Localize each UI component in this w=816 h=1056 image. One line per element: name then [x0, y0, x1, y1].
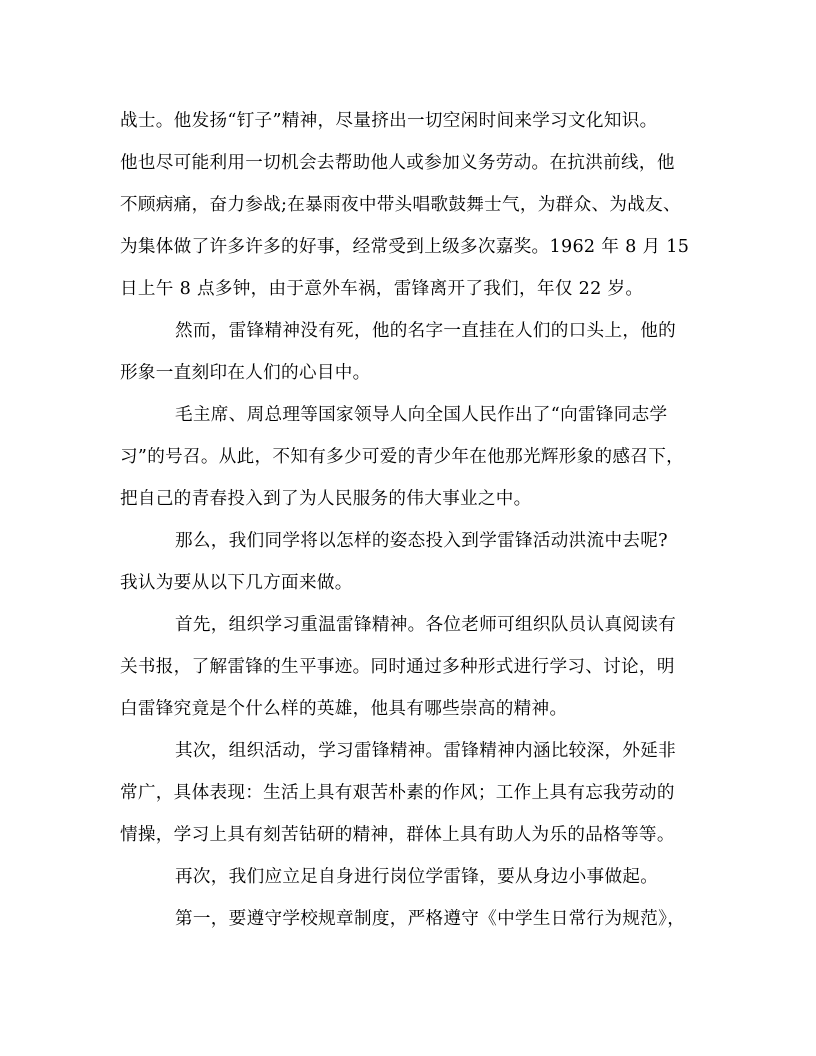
paragraph-6-line-3: 情操，学习上具有刻苦钻研的精神，群体上具有助人为乐的品格等等。 [120, 825, 675, 845]
paragraph-4-line-1: 那么，我们同学将以怎样的姿态投入到学雷锋活动洪流中去呢? [175, 531, 668, 551]
paragraph-2-line-2: 形象一直刻印在人们的心目中。 [120, 363, 371, 383]
paragraph-5-line-3: 白雷锋究竟是个什么样的英雄，他具有哪些崇高的精神。 [120, 699, 568, 719]
paragraph-6-line-2: 常广，具体表现：生活上具有艰苦朴素的作风；工作上具有忘我劳动的 [120, 783, 675, 803]
paragraph-7-line-1: 再次，我们应立足自身进行岗位学雷锋，要从身边小事做起。 [175, 867, 659, 887]
paragraph-3-line-1: 毛主席、周总理等国家领导人向全国人民作出了“向雷锋同志学 [175, 405, 668, 425]
paragraph-1-line-5: 日上午 8 点多钟，由于意外车祸，雷锋离开了我们，年仅 22 岁。 [120, 279, 644, 299]
paragraph-1-line-1: 战士。他发扬“钉子”精神，尽量挤出一切空闲时间来学习文化知识。 [120, 111, 658, 131]
paragraph-8-line-1: 第一，要遵守学校规章制度，严格遵守《中学生日常行为规范》， [175, 909, 686, 929]
paragraph-2-line-1: 然而，雷锋精神没有死，他的名字一直挂在人们的口头上，他的 [175, 321, 677, 341]
paragraph-1-line-4: 为集体做了许多许多的好事，经常受到上级多次嘉奖。1962 年 8 月 15 [120, 237, 690, 257]
paragraph-5-line-1: 首先，组织学习重温雷锋精神。各位老师可组织队员认真阅读有 [175, 615, 677, 635]
paragraph-1-line-3: 不顾病痛，奋力参战;在暴雨夜中带头唱歌鼓舞士气，为群众、为战友、 [120, 195, 681, 215]
paragraph-6-line-1: 其次，组织活动，学习雷锋精神。雷锋精神内涵比较深，外延非 [175, 741, 677, 761]
paragraph-4-line-2: 我认为要从以下几方面来做。 [120, 573, 353, 593]
paragraph-3-line-2: 习”的号召。从此，不知有多少可爱的青少年在他那光辉形象的感召下， [120, 447, 685, 467]
paragraph-5-line-2: 关书报，了解雷锋的生平事迹。同时通过多种形式进行学习、讨论，明 [120, 657, 675, 677]
paragraph-1-line-2: 他也尽可能利用一切机会去帮助他人或参加义务劳动。在抗洪前线，他 [120, 153, 675, 173]
paragraph-3-line-3: 把自己的青春投入到了为人民服务的伟大事业之中。 [120, 489, 532, 509]
